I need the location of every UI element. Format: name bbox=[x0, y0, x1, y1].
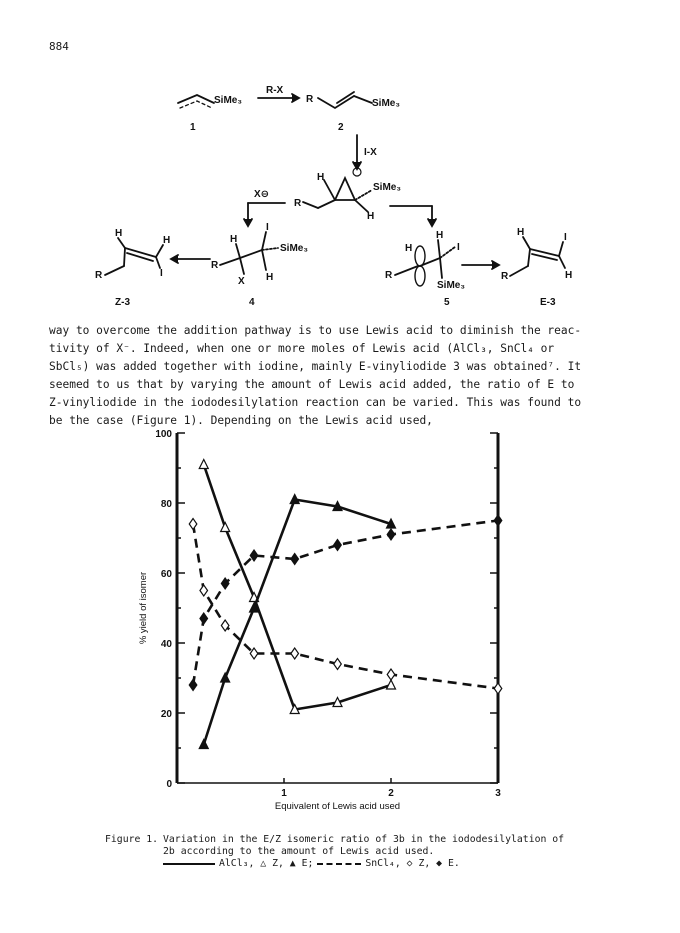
i-label: I bbox=[266, 222, 269, 233]
x-tick-label: 2 bbox=[388, 788, 394, 799]
sime3-label: SiMe₃ bbox=[437, 280, 465, 291]
diamond-marker bbox=[189, 519, 197, 530]
legend-alcl3: AlCl₃, △ Z, ▲ E; bbox=[219, 858, 314, 869]
diamond-marker bbox=[494, 683, 502, 694]
diamond-marker bbox=[334, 540, 342, 551]
r-label: R bbox=[211, 260, 219, 271]
series-line-3 bbox=[193, 521, 498, 686]
diamond-marker bbox=[334, 659, 342, 670]
y-tick-label: 0 bbox=[166, 779, 172, 790]
allylsilane-bonds bbox=[318, 96, 354, 108]
y-tick-label: 100 bbox=[155, 429, 172, 440]
compound-e3-label: E-3 bbox=[540, 297, 556, 308]
allyl-bond bbox=[178, 95, 214, 103]
allyl-dash bbox=[180, 101, 212, 108]
chart-series bbox=[189, 460, 502, 749]
diamond-marker bbox=[291, 554, 299, 565]
h-label: H bbox=[405, 243, 413, 254]
triangle-marker bbox=[221, 523, 230, 532]
body-paragraph bbox=[49, 322, 639, 430]
y-tick-label: 20 bbox=[160, 709, 172, 720]
h-label: H bbox=[115, 228, 123, 239]
h-label: H bbox=[230, 234, 238, 245]
y-axis-label: % yield of isomer bbox=[138, 571, 149, 645]
i-label: I bbox=[457, 242, 460, 253]
dashed-line-swatch bbox=[317, 863, 361, 865]
legend-sncl4: SnCl₄, ◇ Z, ◆ E. bbox=[365, 858, 460, 869]
i-label: I bbox=[564, 232, 567, 243]
sime3-label: SiMe₃ bbox=[280, 243, 308, 254]
h-label: H bbox=[517, 227, 525, 238]
h-label: H bbox=[266, 272, 274, 283]
body-line: SbCl₅) was added together with iodine, mainly E-vinyliodide 3 was obtained⁷. It bbox=[49, 360, 582, 373]
diamond-marker bbox=[250, 550, 258, 561]
reaction-scheme bbox=[0, 70, 680, 310]
compound-4-label: 4 bbox=[249, 297, 255, 308]
r-label: R bbox=[306, 94, 314, 105]
x-label: X bbox=[238, 276, 245, 287]
diamond-marker bbox=[200, 585, 208, 596]
r-label: R bbox=[294, 198, 302, 209]
h-label: H bbox=[317, 172, 325, 183]
sime3-label: SiMe₃ bbox=[214, 95, 242, 106]
triangle-marker bbox=[199, 740, 208, 749]
r-label: R bbox=[95, 270, 103, 281]
h-label: H bbox=[163, 235, 171, 246]
triangle-marker bbox=[221, 673, 230, 682]
compound-z3-label: Z-3 bbox=[115, 297, 130, 308]
diamond-marker bbox=[291, 648, 299, 659]
y-tick-label: 60 bbox=[160, 569, 172, 580]
caption-line-2: 2b according to the amount of Lewis acid used. bbox=[163, 846, 435, 857]
chart-labels bbox=[138, 429, 501, 812]
body-line: way to overcome the addition pathway is to use Lewis acid to diminish the reac- bbox=[49, 324, 582, 337]
diamond-marker bbox=[387, 669, 395, 680]
sime3-label: SiMe₃ bbox=[373, 182, 401, 193]
diamond-marker bbox=[200, 613, 208, 624]
page-number: 884 bbox=[49, 40, 69, 53]
solid-line-swatch bbox=[163, 863, 215, 865]
caption-legend bbox=[163, 858, 460, 870]
diamond-marker bbox=[250, 648, 258, 659]
compound-2-label: 2 bbox=[338, 122, 344, 133]
rx-label: R-X bbox=[266, 85, 284, 96]
body-line: be the case (Figure 1). Depending on the Lewis acid used, bbox=[49, 414, 433, 427]
triangle-marker bbox=[199, 460, 208, 469]
y-tick-label: 80 bbox=[160, 499, 172, 510]
diamond-marker bbox=[189, 680, 197, 691]
caption-label: Figure 1. bbox=[105, 834, 159, 845]
sime3-label: SiMe₃ bbox=[372, 98, 400, 109]
diamond-marker bbox=[494, 515, 502, 526]
i-label: I bbox=[160, 268, 163, 279]
compound-5-label: 5 bbox=[444, 297, 450, 308]
x-tick-label: 3 bbox=[495, 788, 501, 799]
chart-axes bbox=[177, 433, 498, 783]
x-axis-label: Equivalent of Lewis acid used bbox=[274, 801, 401, 812]
caption-line-1: Variation in the E/Z isomeric ratio of 3b in the iododesilylation of bbox=[163, 834, 565, 845]
h-label: H bbox=[565, 270, 573, 281]
isomer-yield-chart bbox=[120, 425, 540, 820]
iodonium-ring bbox=[335, 178, 355, 200]
x-minus-label: X⊖ bbox=[254, 189, 270, 200]
x-tick-label: 1 bbox=[281, 788, 287, 799]
compound-1-label: 1 bbox=[190, 122, 196, 133]
body-line: tivity of X⁻. Indeed, when one or more moles of Lewis acid (AlCl₃, SnCl₄ or bbox=[49, 342, 555, 355]
h-label: H bbox=[367, 211, 375, 222]
diamond-marker bbox=[387, 529, 395, 540]
series-line-2 bbox=[193, 524, 498, 689]
r-label: R bbox=[501, 271, 509, 282]
y-tick-label: 40 bbox=[160, 639, 172, 650]
h-label: H bbox=[436, 230, 444, 241]
body-line: seemed to us that by varying the amount of Lewis acid added, the ratio of E to bbox=[49, 378, 575, 391]
r-label: R bbox=[385, 270, 393, 281]
ix-label: I-X bbox=[364, 147, 377, 158]
body-line: Z-vinyliodide in the iododesilylation reaction can be varied. This was found to bbox=[49, 396, 582, 409]
triangle-marker bbox=[387, 680, 396, 689]
